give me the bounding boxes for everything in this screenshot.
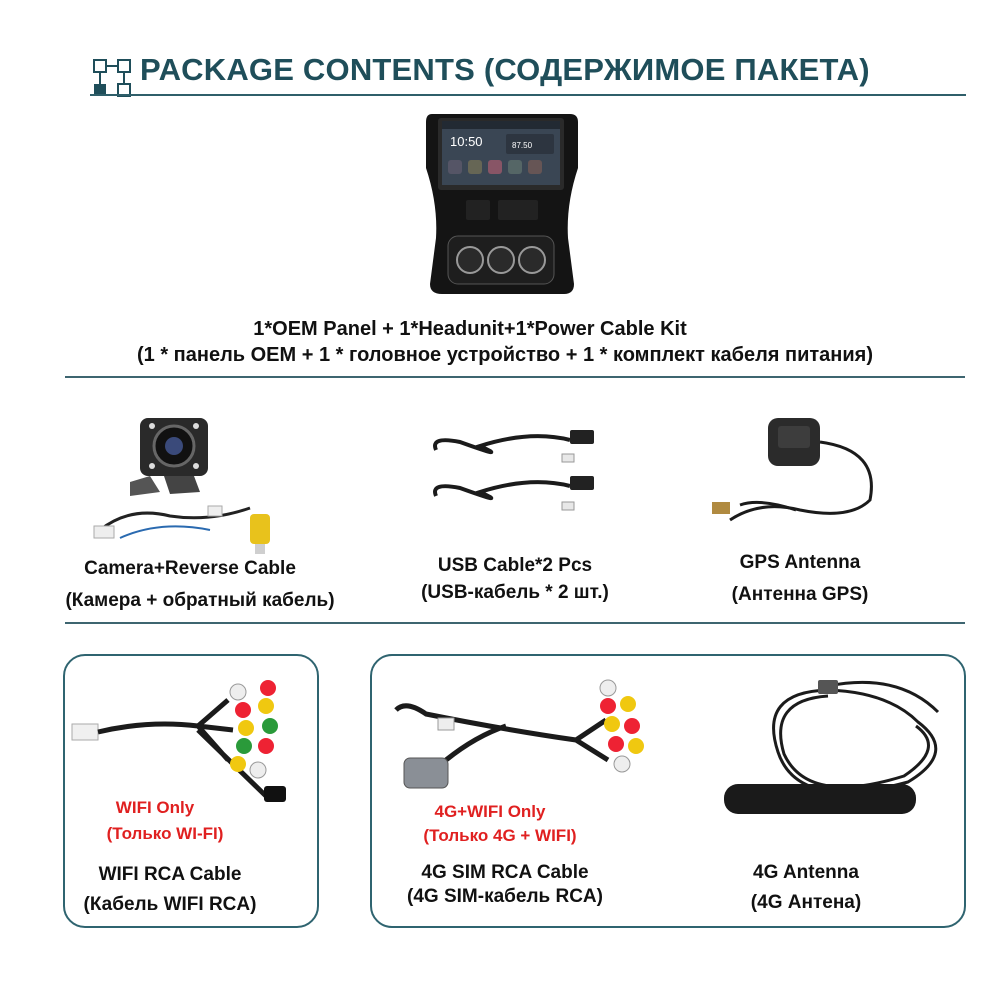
section-divider-2 [65, 622, 965, 624]
headunit-panel-image [418, 108, 584, 300]
gps-antenna-icon [700, 410, 900, 540]
usb-cable-icon [420, 420, 600, 540]
sim-rca-caption-en: 4G SIM RCA Cable [421, 862, 589, 883]
camera-caption-en: Camera+Reverse Cable [84, 558, 296, 579]
wifi-rca-caption-en: WIFI RCA Cable [98, 864, 242, 885]
sim-rca-cable-icon [386, 670, 656, 800]
screen-clock: 10:50 [450, 134, 483, 149]
4g-wifi-only-note: 4G+WIFI Only [434, 802, 546, 821]
gps-caption-en: GPS Antenna [739, 552, 861, 573]
page-title: PACKAGE CONTENTS (СОДЕРЖИМОЕ ПАКЕТА) [140, 52, 870, 87]
wifi-rca-cable-icon [68, 670, 308, 810]
sim-rca-caption-ru: (4G SIM-кабель RCA) [407, 886, 603, 907]
4g-antenna-caption-ru: (4G Антена) [750, 892, 862, 913]
wifi-rca-caption-ru: (Кабель WIFI RCA) [83, 894, 257, 915]
usb-caption-ru: (USB-кабель * 2 шт.) [421, 582, 609, 603]
headunit-caption-ru: (1 * панель OEM + 1 * головное устройство + 1 * комплект кабеля питания) [136, 344, 873, 366]
headunit-caption-en: 1*OEM Panel + 1*Headunit+1*Power Cable Kit [253, 318, 687, 340]
4g-wifi-only-note-ru: (Только 4G + WIFI) [423, 826, 577, 845]
gps-caption-ru: (Антенна GPS) [731, 584, 869, 605]
screen-radio: 87.50 [512, 141, 533, 150]
wifi-only-note: WIFI Only [115, 798, 195, 817]
camera-caption-ru: (Камера + обратный кабель) [65, 590, 335, 611]
camera-cable-icon [90, 410, 290, 560]
4g-antenna-caption-en: 4G Antenna [753, 862, 859, 883]
4g-antenna-icon [718, 662, 958, 842]
grid-logo-icon [92, 58, 132, 98]
section-divider-1 [65, 376, 965, 378]
title-divider [90, 94, 966, 96]
wifi-only-note-ru: (Только WI-FI) [106, 824, 224, 843]
usb-caption-en: USB Cable*2 Pcs [437, 555, 593, 576]
